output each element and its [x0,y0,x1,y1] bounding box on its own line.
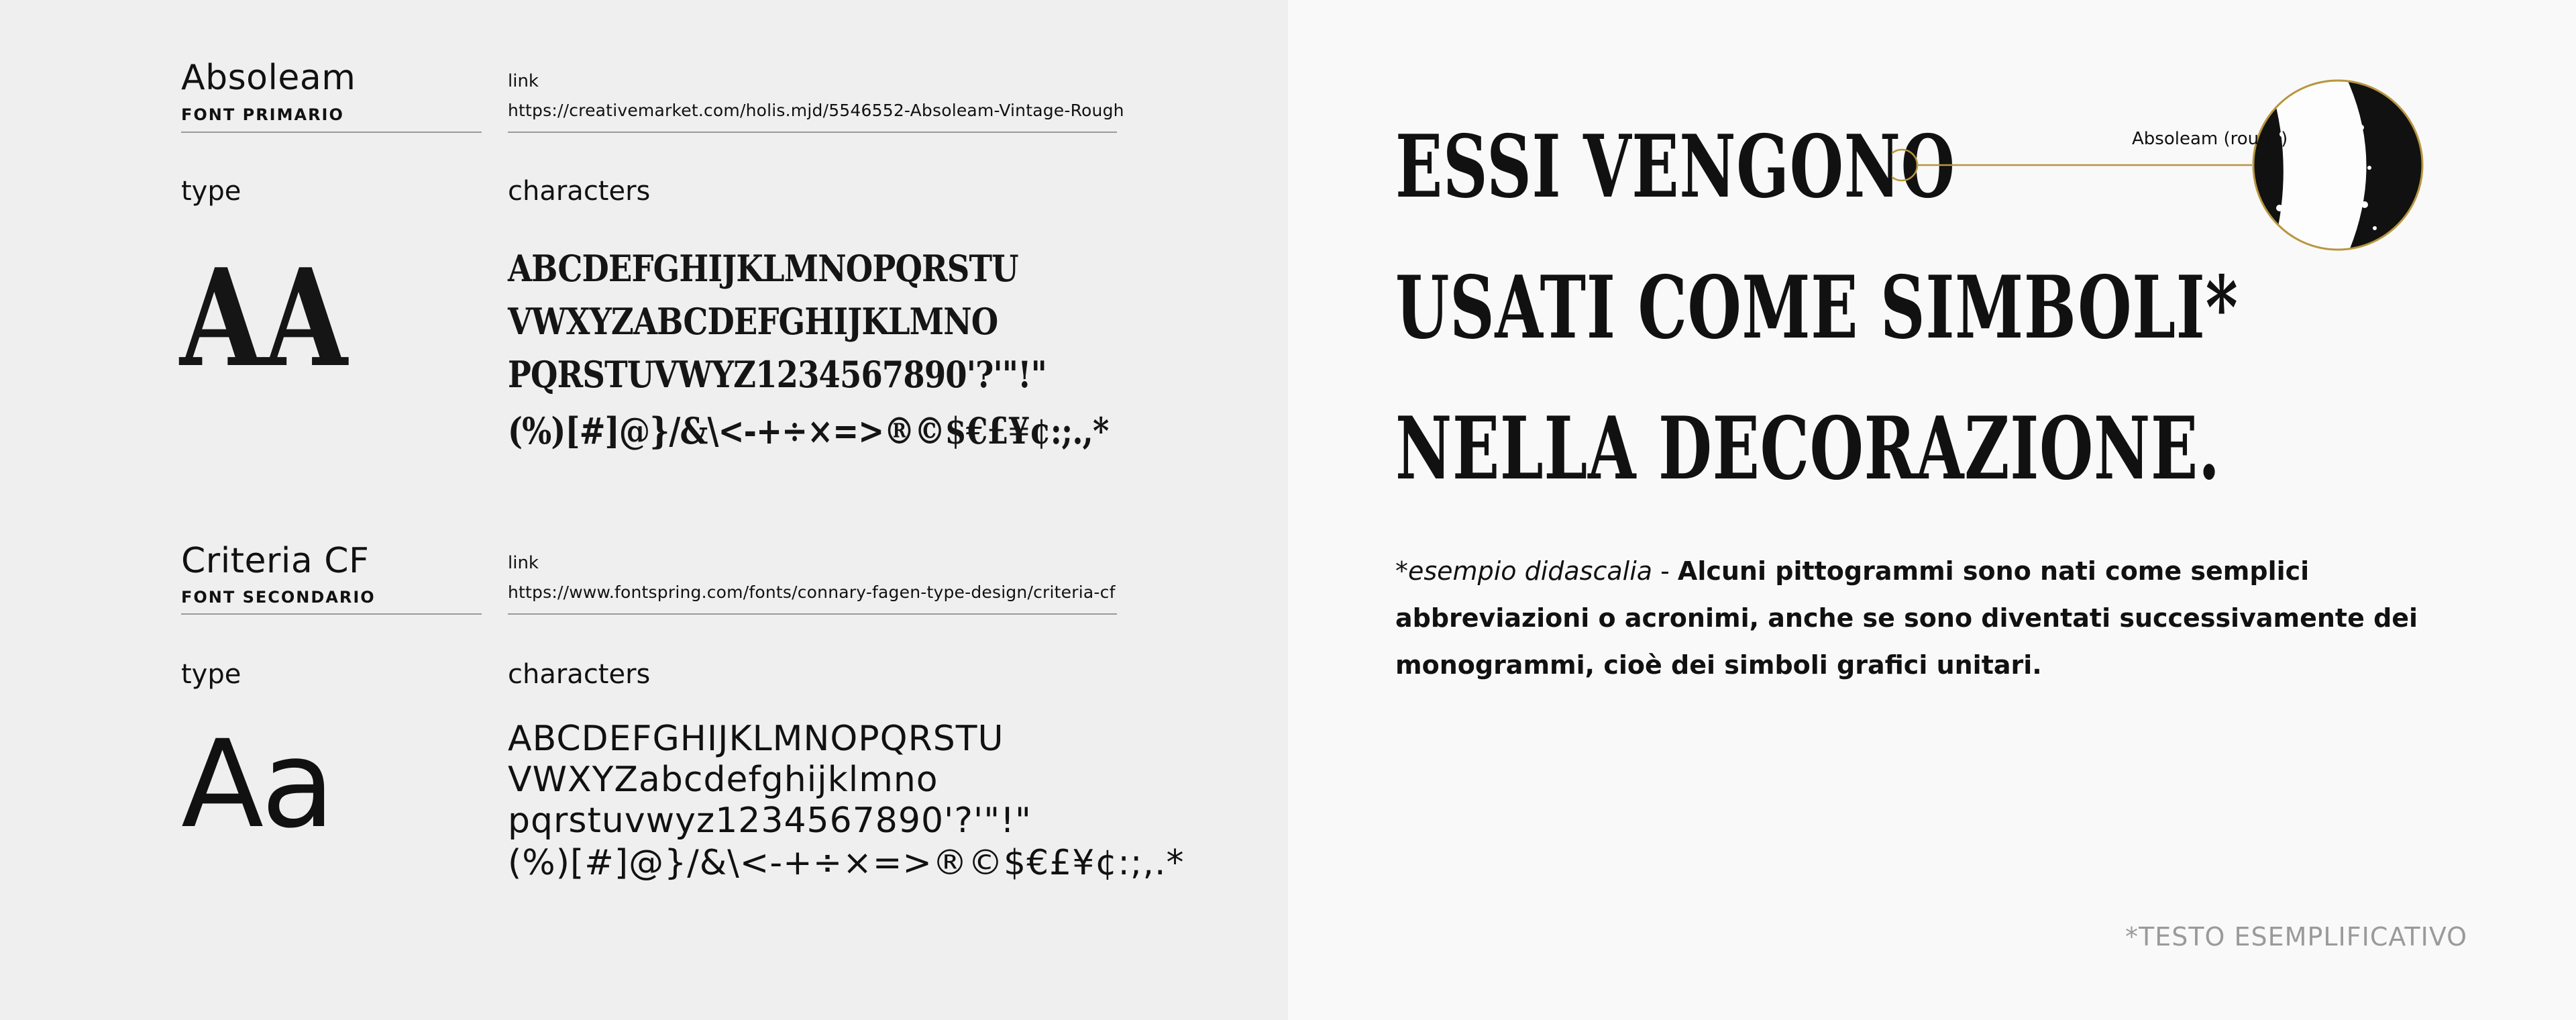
showcase-panel [1288,0,2576,1020]
secondary-characters-line-3: pqrstuvwyz1234567890'?'"!" [508,801,1032,841]
secondary-link-label: link [508,553,539,573]
primary-characters-label: characters [508,176,651,207]
headline-line-3: NELLA DECORAZIONE. [1395,399,2220,499]
caption-dash: - [1652,556,1678,586]
headline-line-2: USATI COME SIMBOLI* [1395,258,2239,358]
secondary-characters-line-1: ABCDEFGHIJKLMNOPQRSTU [508,719,1004,759]
secondary-type-label: type [181,659,241,690]
primary-characters-line-3: PQRSTUVWYZ1234567890'?'"!" [508,353,1046,396]
primary-link-url[interactable]: https://creativemarket.com/holis.mjd/5546552-Absoleam-Vintage-Rough [508,101,1124,120]
secondary-link-divider [508,613,1117,615]
primary-name-divider [181,132,482,133]
primary-font-role: FONT PRIMARIO [181,105,344,124]
headline-line-1: ESSI VENGONO [1395,117,1955,217]
primary-link-divider [508,132,1117,133]
zoom-source-circle [1892,150,1917,181]
primary-type-label: type [181,176,241,207]
secondary-link-url[interactable]: https://www.fontspring.com/fonts/connary-fagen-type-design/criteria-cf [508,582,1116,602]
caption-text [1395,548,2428,688]
zoom-callout-graphic [1892,67,2442,268]
secondary-font-role: FONT SECONDARIO [181,588,376,607]
caption-body: Alcuni pittogrammi sono nati come semplici abbreviazioni o acronimi, anche se sono diventati successivamente dei monogrammi, cioè dei simboli grafici unitari. [1395,556,2418,680]
primary-characters-line-1: ABCDEFGHIJKLMNOPQRSTU [508,247,1018,290]
secondary-characters-line-2: VWXYZabcdefghijklmno [508,760,938,800]
secondary-characters-label: characters [508,659,651,690]
primary-type-sample: AA [180,240,349,397]
primary-font-name: Absoleam [181,58,356,98]
secondary-name-divider [181,613,482,615]
footnote: *TESTO ESEMPLIFICATIVO [2125,922,2468,952]
secondary-characters-line-4: (%)[#]@}/&\<-+÷×=>®©$€£¥¢:;,.* [508,843,1185,883]
primary-link-label: link [508,71,539,91]
zoom-label: Absoleam (rough) [2132,129,2288,149]
primary-characters-line-4: (%)[#]@}/&\<-+÷×=>®©$€£¥¢:;.,* [508,409,1109,452]
secondary-font-name: Criteria CF [181,541,370,581]
secondary-type-sample: Aa [181,715,333,855]
primary-characters-line-2: VWXYZABCDEFGHIJKLMNO [508,300,998,343]
zoom-magnified-glyph [2247,67,2428,268]
caption-lead: *esempio didascalia [1395,556,1653,586]
